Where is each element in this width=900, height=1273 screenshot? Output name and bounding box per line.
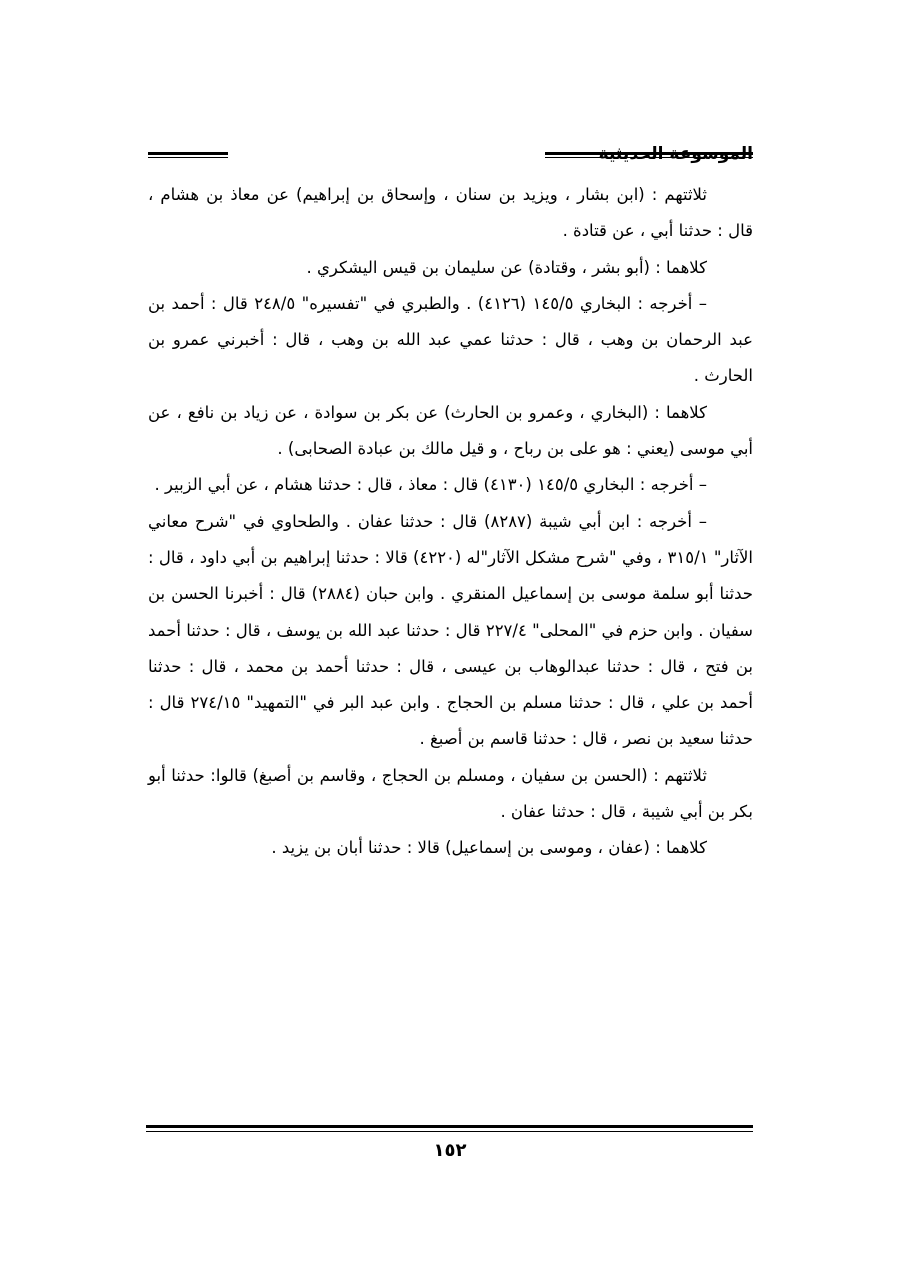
page-body [148, 177, 753, 867]
paragraph: كلاهما : (أبو بشر ، وقتادة) عن سليمان بن قيس اليشكري . [306, 257, 707, 277]
page-number: ١٥٢ [433, 1140, 467, 1161]
header-rule-left [148, 152, 228, 158]
paragraph: كلاهما : (البخاري ، وعمرو بن الحارث) عن بكر بن سوادة ، عن زياد بن نافع ، عن أبي موسى (يعني : هو على بن رباح ، و قيل مالك بن عبادة الصحابى) . [148, 402, 753, 459]
paragraph: – أخرجه : البخاري ١٤٥/٥ (٤١٢٦) . والطبري في "تفسيره" ٢٤٨/٥ قال : أحمد بن عبد الرحمان بن وهب ، قال : حدثنا عمي عبد الله بن وهب ، قال : أخبرني عمرو بن الحارث . [148, 293, 753, 386]
running-title: الموسوعة الحديثية [598, 144, 753, 164]
paragraph: – أخرجه : البخاري ١٤٥/٥ (٤١٣٠) قال : معاذ ، قال : حدثنا هشام ، عن أبي الزبير . [154, 475, 707, 495]
paragraph: – أخرجه : ابن أبي شيبة (٨٢٨٧) قال : حدثنا عفان . والطحاوي في "شرح معاني الآثار" ٣١٥/١ ، وفي "شرح مشكل الآثار"له (٤٢٢٠) قالا : حدثنا إبراهيم بن أبي داود ، قال : حدثنا أبو سلمة موسى بن إسماعيل المنقري . وابن حبان (٢٨٨٤) قال : أخبرنا الحسن بن سفيان . وابن حزم في "المحلى" ٢٢٧/٤ قال : حدثنا عبد الله بن يوسف ، قال : حدثنا أحمد بن فتح ، قال : حدثنا عبدالوهاب بن عيسى ، قال : حدثنا أحمد بن محمد ، قال : حدثنا أحمد بن علي ، قال : حدثنا مسلم بن الحجاج . وابن عبد البر في "التمهيد" ٢٧٤/١٥ قال : حدثنا سعيد بن نصر ، قال : حدثنا قاسم بن أصبغ . [148, 511, 753, 749]
footer-rule [146, 1125, 753, 1132]
paragraph: ثلاثتهم : (ابن بشار ، ويزيد بن سنان ، وإسحاق بن إبراهيم) عن معاذ بن هشام ، قال : حدثنا أبي ، عن قتادة . [148, 185, 753, 241]
page-header [148, 141, 753, 171]
paragraph: كلاهما : (عفان ، وموسى بن إسماعيل) قالا : حدثنا أبان بن يزيد . [271, 838, 707, 858]
paragraph: ثلاثتهم : (الحسن بن سفيان ، ومسلم بن الحجاج ، وقاسم بن أصبغ) قالوا: حدثنا أبو بكر بن أبي شيبة ، قال : حدثنا عفان . [148, 765, 753, 822]
